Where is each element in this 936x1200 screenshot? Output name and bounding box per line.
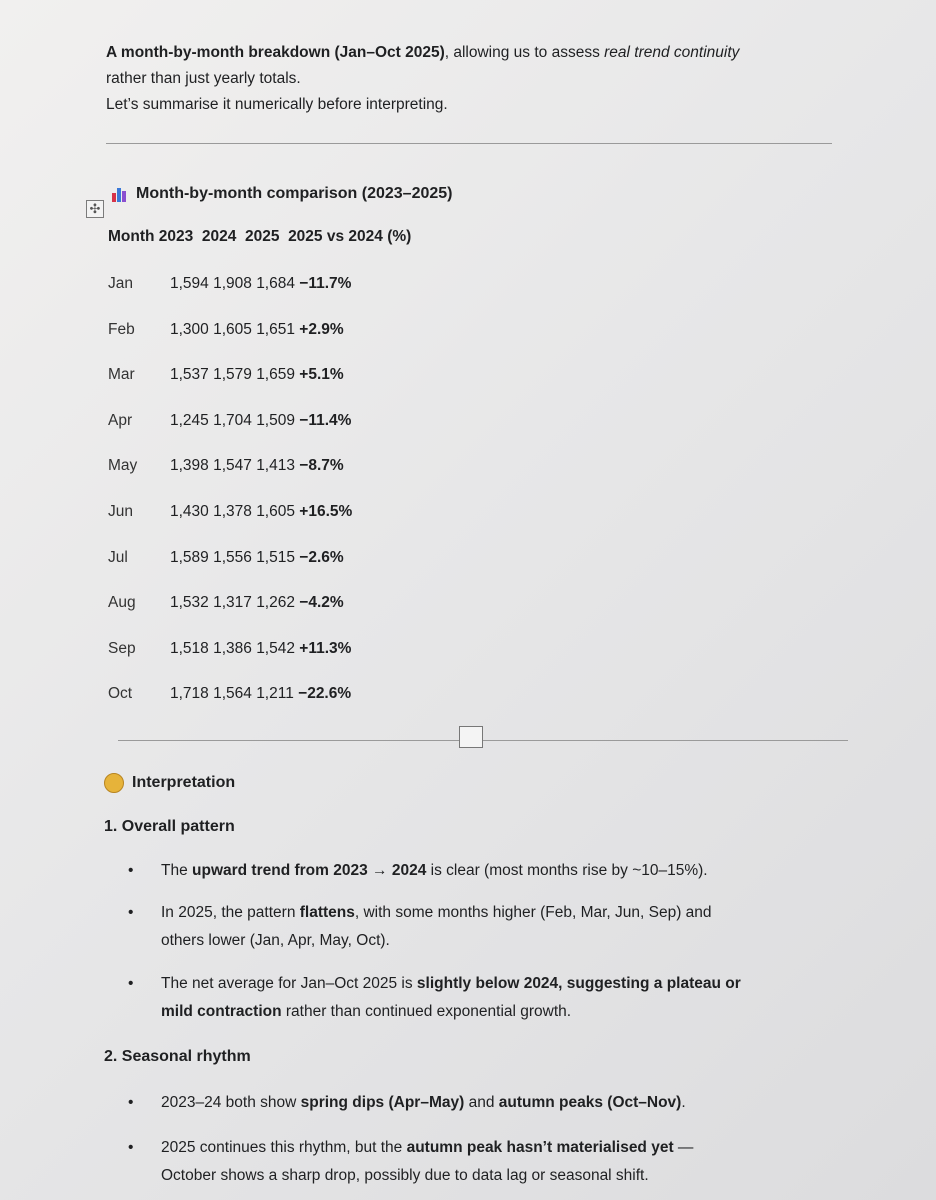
percent-change: −11.4% — [299, 412, 352, 429]
intro-paragraph — [106, 40, 846, 118]
month-cell: Apr — [108, 412, 133, 429]
month-cell: Mar — [108, 366, 135, 383]
percent-change: −4.2% — [299, 594, 344, 611]
month-cell: May — [108, 457, 138, 474]
bullet-text: In 2025, the pattern flattens, with some months higher (Feb, Mar, Jun, Sep) and others lower (Jan, Apr, May, Oct). — [161, 904, 712, 949]
table-header-row: Month 2023 2024 2025 2025 vs 2024 (%) — [108, 228, 412, 245]
values-cell — [170, 640, 351, 658]
percent-change: −8.7% — [299, 457, 344, 474]
values-cell — [170, 685, 351, 703]
values-cell — [170, 503, 352, 521]
bullet-icon: • — [128, 862, 134, 879]
values-cell — [170, 457, 344, 475]
values-cell — [170, 594, 344, 612]
point-2-title: 2. Seasonal rhythm — [104, 1048, 251, 1065]
intro-italic-text: real trend continuity — [604, 44, 740, 61]
month-cell: Sep — [108, 640, 136, 657]
bullet-text: 2025 continues this rhythm, but the autumn peak hasn’t materialised yet — October shows a sharp drop, possibly due to data lag or seasonal shift. — [161, 1139, 694, 1184]
values-cell — [170, 275, 351, 293]
bar-chart-icon — [112, 186, 130, 202]
interpretation-heading — [104, 773, 235, 793]
bullet-text: The net average for Jan–Oct 2025 is slightly below 2024, suggesting a plateau or mild contraction rather than continued exponential growth. — [161, 975, 741, 1020]
table-bottom-rule — [118, 740, 848, 741]
yearly-values: 1,398 1,547 1,413 — [170, 457, 295, 474]
values-cell — [170, 366, 344, 384]
intro-text: , allowing us to assess — [444, 44, 605, 61]
month-cell: Oct — [108, 685, 133, 702]
yearly-values: 1,594 1,908 1,684 — [170, 275, 295, 292]
table-heading-text: Month-by-month comparison (2023–2025) — [136, 185, 453, 202]
percent-change: +11.3% — [299, 640, 352, 657]
point-1-title: 1. Overall pattern — [104, 818, 235, 835]
yearly-values: 1,430 1,378 1,605 — [170, 503, 295, 520]
intro-line-1 — [106, 40, 846, 66]
yearly-values: 1,518 1,386 1,542 — [170, 640, 295, 657]
month-cell: Jan — [108, 275, 133, 292]
yearly-values: 1,718 1,564 1,211 — [170, 685, 294, 702]
intro-bold-text: A month-by-month breakdown (Jan–Oct 2025) — [106, 44, 445, 61]
bullet-icon: • — [128, 904, 134, 921]
month-cell: Jul — [108, 549, 128, 566]
intro-line-3: Let’s summarise it numerically before interpreting. — [106, 96, 448, 113]
month-cell: Aug — [108, 594, 136, 611]
month-cell: Feb — [108, 321, 135, 338]
bullet-icon: • — [128, 1094, 134, 1111]
yearly-values: 1,532 1,317 1,262 — [170, 594, 295, 611]
table-resize-handle[interactable] — [459, 726, 483, 748]
bullet-text: 2023–24 both show spring dips (Apr–May) and autumn peaks (Oct–Nov). — [161, 1094, 686, 1111]
face-emoji-icon — [104, 773, 124, 793]
yearly-values: 1,537 1,579 1,659 — [170, 366, 295, 383]
intro-line-2: rather than just yearly totals. — [106, 70, 301, 87]
table-heading — [112, 185, 453, 203]
month-cell: Jun — [108, 503, 133, 520]
percent-change: −11.7% — [299, 275, 352, 292]
percent-change: +2.9% — [299, 321, 344, 338]
yearly-values: 1,300 1,605 1,651 — [170, 321, 295, 338]
bullet-icon: • — [128, 975, 134, 992]
values-cell — [170, 549, 344, 567]
bullet-text: The upward trend from 2023 → 2024 is clear (most months rise by ~10–15%). — [161, 862, 708, 879]
percent-change: +16.5% — [299, 503, 353, 520]
values-cell — [170, 412, 351, 430]
interpretation-heading-text: Interpretation — [132, 774, 236, 791]
percent-change: −2.6% — [299, 549, 344, 566]
yearly-values: 1,589 1,556 1,515 — [170, 549, 295, 566]
values-cell — [170, 321, 344, 339]
bullet-icon: • — [128, 1139, 134, 1156]
yearly-values: 1,245 1,704 1,509 — [170, 412, 295, 429]
percent-change: −22.6% — [298, 685, 352, 702]
table-move-handle[interactable]: ✣ — [86, 200, 104, 218]
horizontal-rule — [106, 143, 832, 144]
percent-change: +5.1% — [299, 366, 344, 383]
